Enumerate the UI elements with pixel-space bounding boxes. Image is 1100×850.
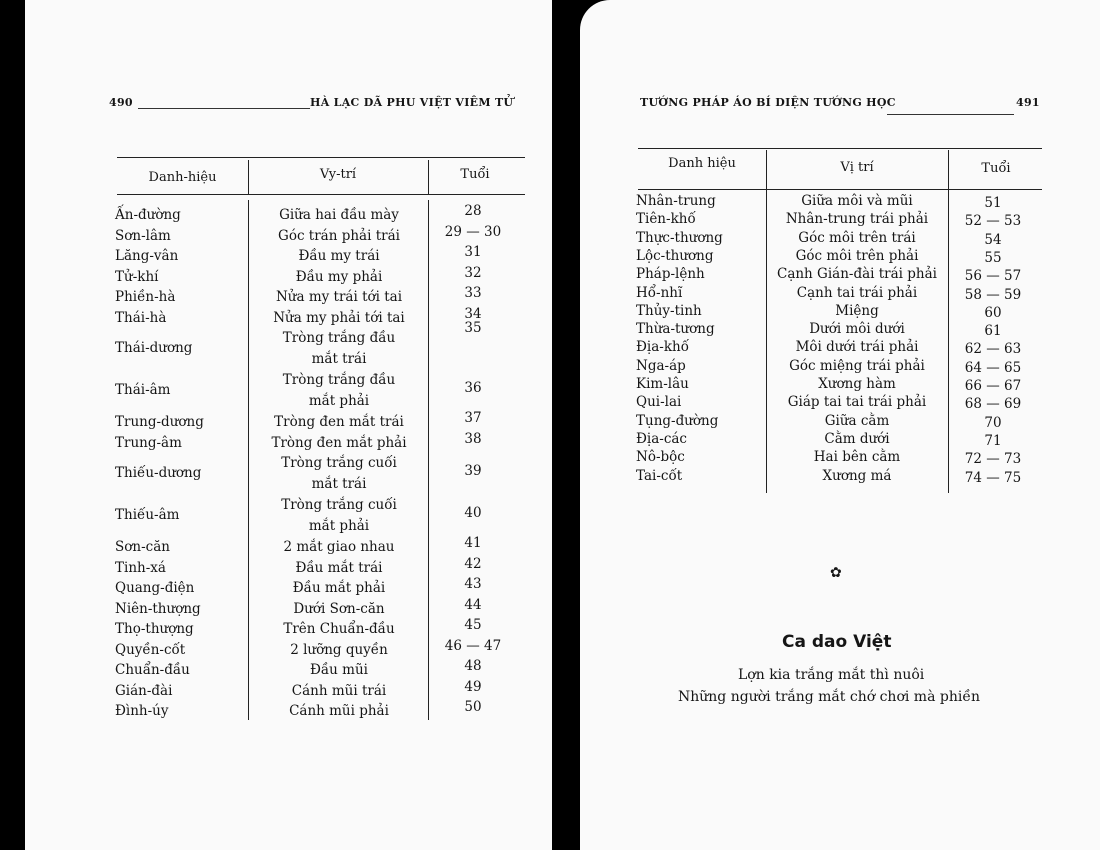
row-name: Qui-lai: [636, 394, 682, 411]
left-page: [25, 0, 552, 850]
row-position: Giữa cằm: [824, 412, 890, 429]
row-age: 68 — 69: [964, 396, 1022, 413]
table-header-rule: [638, 189, 1042, 190]
table-top-rule: [117, 157, 525, 158]
row-position: Nửa my phải tới tai: [273, 309, 405, 326]
running-title: HÀ LẠC DÃ PHU VIỆT VIÊM TỬ: [310, 96, 514, 109]
row-name: Tiên-khố: [636, 211, 696, 228]
row-position: Cánh mũi phải: [289, 703, 389, 719]
row-position: mắt phải: [308, 393, 370, 409]
row-name: Trung-âm: [115, 434, 182, 451]
page-number: 491: [1016, 96, 1040, 109]
row-age: 40: [464, 505, 482, 521]
row-position: Đầu mắt phải: [292, 580, 386, 596]
row-age: 43: [464, 576, 482, 592]
row-position: Đầu my trái: [298, 248, 380, 264]
row-name: Sơn-căn: [115, 539, 170, 555]
row-position: Đầu mũi: [310, 662, 368, 678]
row-age: 28: [464, 203, 482, 219]
poem-line: Lợn kia trắng mắt thì nuôi: [738, 667, 925, 683]
row-position: Góc môi trên phải: [795, 247, 919, 264]
row-position: Xương hàm: [818, 376, 896, 392]
row-age: 58 — 59: [964, 286, 1022, 303]
row-name: Thọ-thượng: [115, 621, 194, 637]
row-name: Thừa-tương: [636, 321, 715, 338]
row-name: Sơn-lâm: [115, 227, 171, 244]
row-position: mắt trái: [311, 351, 367, 367]
row-position: Góc môi trên trái: [798, 229, 916, 246]
row-position: Tròng đen mắt trái: [274, 414, 404, 430]
header-underline: [887, 114, 1014, 115]
row-name: Thái-hà: [115, 309, 167, 326]
row-name: Tụng-đường: [636, 412, 719, 429]
row-age: 46 — 47: [444, 637, 502, 654]
row-name: Lăng-vân: [115, 248, 179, 264]
row-name: Hổ-nhĩ: [636, 284, 683, 301]
row-name: Tinh-xá: [115, 559, 166, 576]
table-header-rule: [117, 194, 525, 195]
column-divider: [428, 160, 429, 194]
row-position: Tròng trắng đầu: [282, 372, 396, 388]
row-age: 60: [984, 304, 1002, 321]
row-position: 2 lưỡng quyền: [290, 641, 388, 658]
row-position: Tròng trắng cuối: [281, 455, 397, 471]
row-age: 64 — 65: [964, 359, 1022, 376]
row-age: 50: [464, 699, 482, 715]
column-divider: [248, 200, 249, 720]
row-age: 52 — 53: [964, 213, 1022, 230]
row-age: 36: [464, 380, 482, 396]
row-name: Tử-khí: [115, 268, 159, 285]
row-name: Thái-âm: [115, 382, 171, 398]
row-age: 56 — 57: [964, 268, 1022, 285]
row-position: Tròng trắng cuối: [281, 497, 397, 513]
poem-title: Ca dao Việt: [782, 632, 892, 652]
flower-icon: ✿: [830, 565, 842, 581]
header-underline: [138, 108, 310, 109]
row-name: Pháp-lệnh: [636, 266, 705, 283]
row-name: Ấn-đường: [115, 207, 181, 223]
row-age: 49: [464, 678, 482, 695]
column-header-position: Vy-trí: [319, 167, 357, 182]
column-divider: [248, 160, 249, 194]
row-age: 72 — 73: [964, 451, 1022, 468]
row-position: Cằm dưới: [824, 430, 890, 447]
row-age: 42: [464, 555, 482, 572]
row-age: 55: [984, 249, 1002, 266]
row-age: 66 — 67: [964, 378, 1022, 394]
row-position: Trên Chuẩn-đầu: [283, 621, 395, 637]
row-age: 32: [464, 264, 482, 281]
right-page: [580, 0, 1100, 850]
table-top-rule: [638, 148, 1042, 149]
row-age: 54: [984, 231, 1002, 248]
row-age: 35: [464, 320, 482, 336]
row-age: 74 — 75: [964, 469, 1022, 486]
row-name: Chuẩn-đầu: [115, 662, 190, 678]
row-name: Địa-các: [636, 430, 687, 447]
row-position: Giáp tai tai trái phải: [787, 394, 927, 411]
row-position: Dưới môi dưới: [809, 321, 905, 338]
row-age: 48: [464, 658, 482, 674]
poem-line: Những người trắng mắt chớ chơi mà phiền: [678, 689, 980, 705]
row-position: Xương má: [822, 467, 892, 484]
row-age: 70: [984, 414, 1002, 431]
row-position: Dưới Sơn-căn: [293, 600, 385, 617]
column-header-name: Danh hiệu: [668, 156, 736, 171]
row-age: 33: [464, 285, 482, 301]
row-position: Nhân-trung trái phải: [785, 211, 929, 228]
row-name: Tai-cốt: [636, 467, 683, 484]
column-header-age: Tuổi: [460, 167, 490, 182]
row-position: Nửa my trái tới tai: [275, 289, 403, 305]
row-position: Môi dưới trái phải: [795, 339, 919, 356]
row-name: Niên-thượng: [115, 600, 201, 617]
row-position: Đầu my phải: [295, 268, 383, 285]
row-age: 71: [984, 432, 1002, 449]
row-age: 34: [464, 305, 482, 322]
row-position: Tròng trắng đầu: [282, 330, 396, 346]
row-name: Trung-dương: [115, 414, 204, 430]
row-name: Thực-thương: [636, 229, 723, 246]
row-position: Tròng đen mắt phải: [271, 434, 407, 451]
row-age: 45: [464, 617, 482, 633]
row-name: Nô-bộc: [636, 449, 685, 466]
row-name: Thiếu-dương: [115, 465, 202, 481]
row-position: Góc trán phải trái: [278, 227, 400, 244]
row-age: 61: [984, 323, 1002, 340]
row-name: Lộc-thương: [636, 247, 714, 264]
row-position: mắt trái: [311, 476, 367, 492]
row-position: Cạnh tai trái phải: [796, 284, 918, 301]
row-position: Cạnh Gián-đài trái phải: [776, 266, 937, 283]
row-name: Thủy-tinh: [636, 302, 702, 319]
row-name: Đình-úy: [115, 703, 169, 719]
row-age: 37: [464, 410, 482, 426]
row-age: 39: [464, 463, 482, 479]
column-header-name: Danh-hiệu: [148, 170, 217, 185]
row-position: Góc miệng trái phải: [789, 357, 925, 374]
column-header-position: Vị trí: [840, 160, 874, 175]
row-position: 2 mắt giao nhau: [283, 539, 395, 555]
row-name: Gián-đài: [115, 682, 173, 699]
row-name: Phiền-hà: [115, 289, 176, 305]
row-name: Kim-lâu: [636, 376, 689, 392]
running-title: TƯỚNG PHÁP ÁO BÍ DIỆN TƯỚNG HỌC: [640, 96, 896, 109]
row-age: 38: [464, 430, 482, 447]
row-age: 44: [464, 596, 482, 613]
row-position: Giữa hai đầu mày: [279, 207, 399, 223]
row-name: Thái-dương: [115, 340, 193, 356]
row-age: 31: [464, 244, 482, 260]
row-name: Quyền-cốt: [115, 641, 186, 658]
row-age: 29 — 30: [444, 223, 502, 240]
page-number: 490: [109, 96, 133, 109]
row-age: 62 — 63: [964, 341, 1022, 358]
row-position: Cánh mũi trái: [291, 682, 387, 699]
row-name: Địa-khố: [636, 339, 689, 356]
column-header-age: Tuổi: [981, 161, 1011, 176]
row-position: Miệng: [835, 302, 879, 319]
row-position: Đầu mắt trái: [295, 559, 383, 576]
row-age: 41: [464, 535, 482, 551]
row-position: mắt phải: [308, 518, 370, 534]
row-position: Giữa môi và mũi: [801, 193, 913, 209]
row-name: Thiếu-âm: [115, 507, 180, 523]
row-name: Nga-áp: [636, 357, 686, 374]
row-position: Hai bên cằm: [813, 449, 901, 466]
row-age: 51: [984, 195, 1002, 211]
row-name: Quang-điện: [115, 580, 195, 596]
row-name: Nhân-trung: [636, 193, 716, 209]
